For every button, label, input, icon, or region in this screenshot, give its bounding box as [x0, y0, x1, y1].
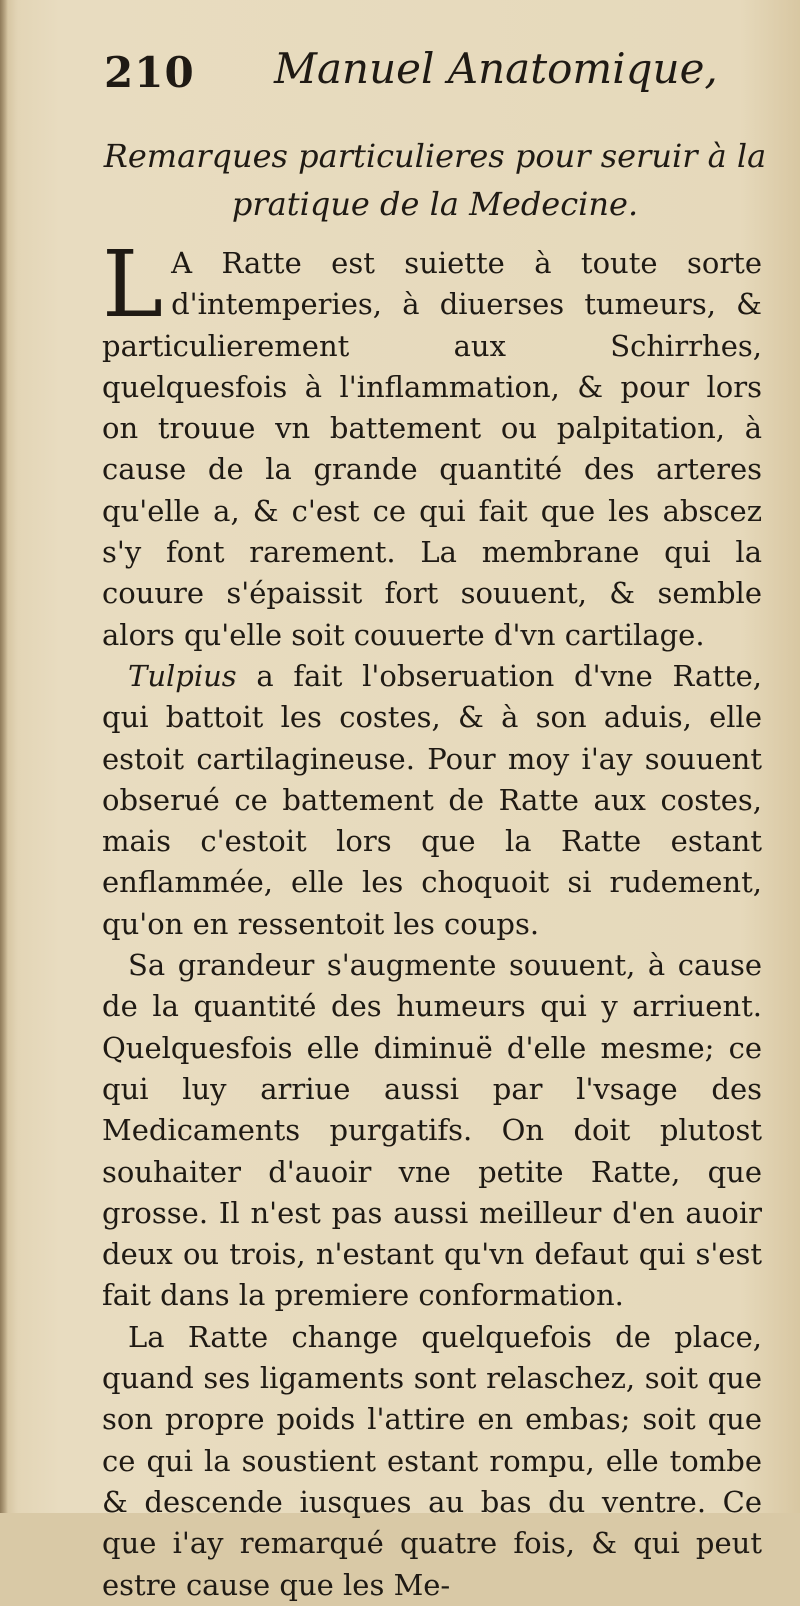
running-title: Manuel Anatomique,: [274, 44, 718, 93]
section-heading: Remarques particulieres pour seruir à la pratique de la Medecine.: [103, 137, 767, 223]
drop-cap: L: [102, 231, 164, 338]
paragraph-4: La Ratte change quelquefois de place, quand ses ligaments sont relaschez, soit que son propre poids l'attire en embas; soit que ce qui la soustient estant rompu, elle tombe & descende iusques au bas du ventre. Ce que i'ay remarqué quatre fois, & qui peut estre cause que les Me-: [102, 1319, 762, 1602]
paragraph-1-text: A Ratte est suiette à toute sorte d'intemperies, à diuerses tumeurs, & particulierement aux Schirrhes, quelquesfois à l'inflammation, & pour lors on trouue vn battement ou palpitation, à cause de la grande quantité des arteres qu'elle a, & c'est ce qui fait que les abscez s'y font rarement. La membrane qui la couure s'épaissit fort souuent, & semble alors qu'elle soit couuerte d'vn cartilage.: [102, 246, 762, 652]
author-name: Tulpius: [128, 658, 237, 693]
paragraph-2-text: a fait l'obseruation d'vne Ratte, qui battoit les costes, & à son aduis, elle estoit cartilagineuse. Pour moy i'ay souuent obserué ce battement de Ratte aux costes, mais c'estoit lors que la Ratte estant enflammée, elle les choquoit si rudement, qu'on en ressentoit les coups.: [102, 658, 762, 941]
page-number: 210: [104, 48, 195, 97]
paragraph-3: Sa grandeur s'augmente souuent, à cause de la quantité des humeurs qui y arriuent. Quelquesfois elle diminuë d'elle mesme; ce qui luy arriue aussi par l'vsage des Medicaments purgatifs. On doit plutost souhaiter d'auoir vne petite Ratte, que grosse. Il n'est pas aussi meilleur d'en auoir deux ou trois, n'estant qu'vn defaut qui s'est fait dans la premiere conformation.: [102, 948, 762, 1313]
body-text: [102, 231, 762, 1606]
page-header: [104, 42, 718, 102]
paragraph-1: [102, 231, 762, 656]
paragraph-2: [102, 656, 762, 945]
spine-shadow: [0, 0, 8, 1513]
